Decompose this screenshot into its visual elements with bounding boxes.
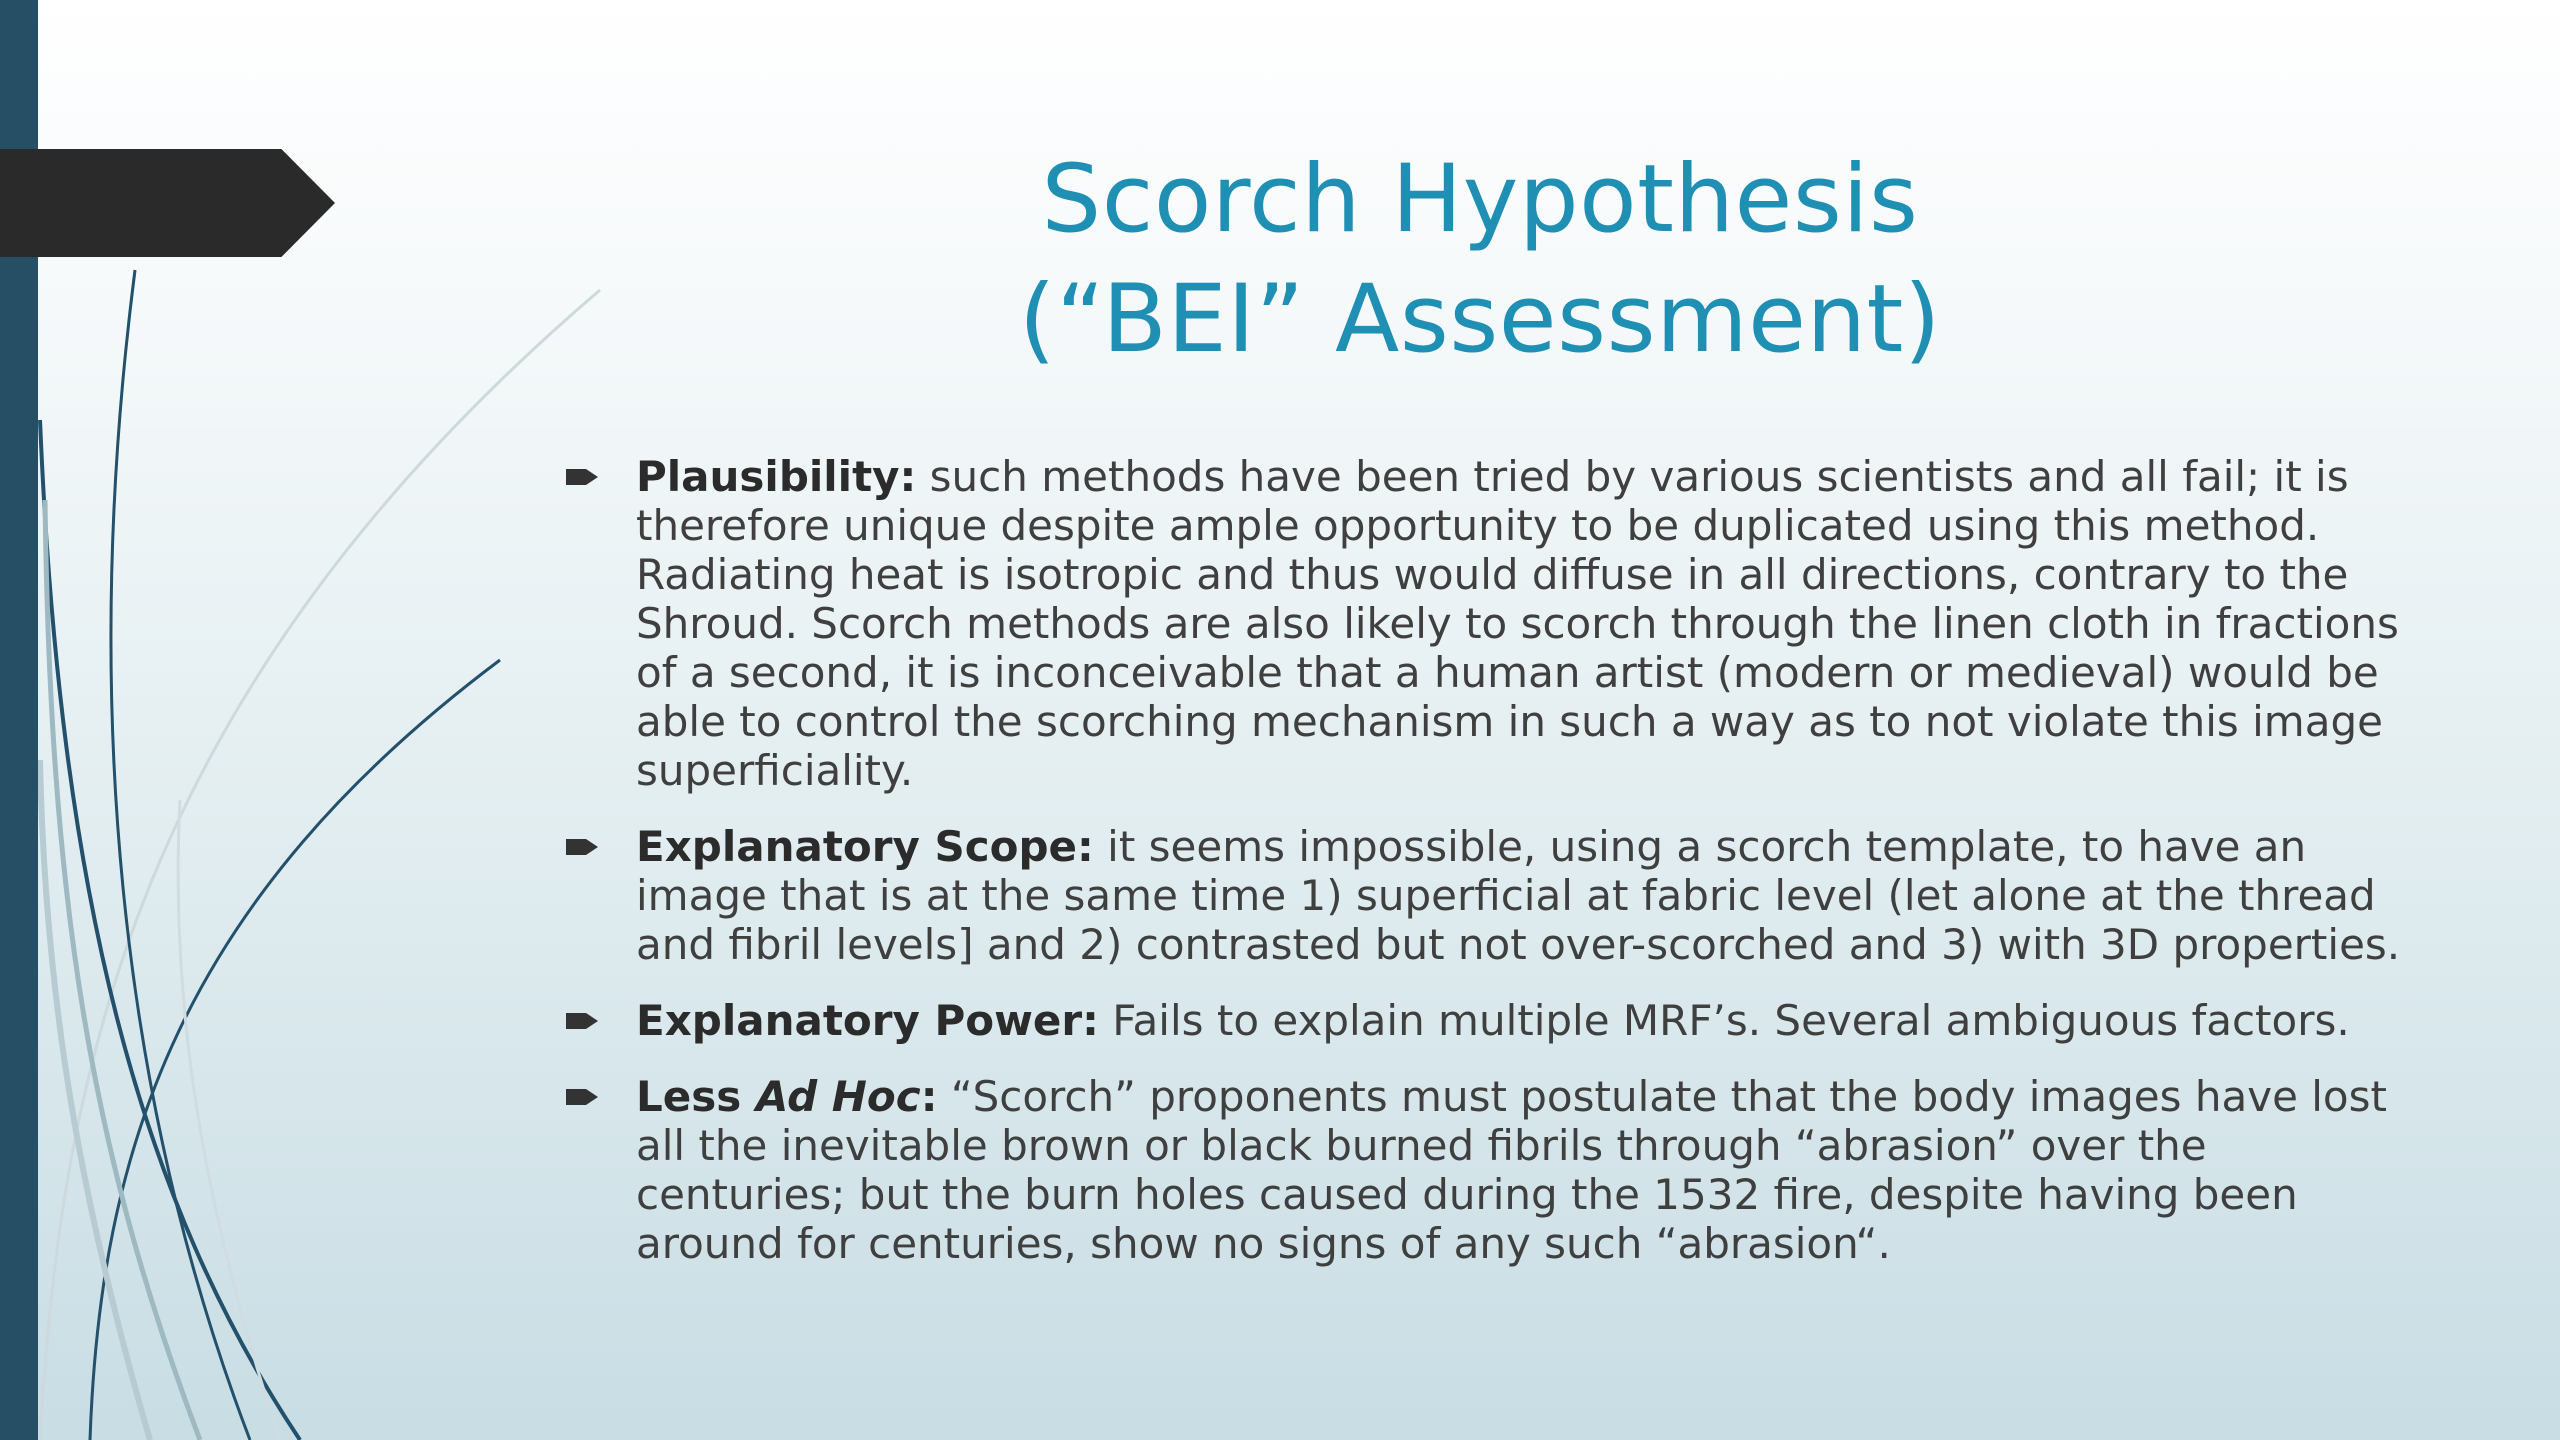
label-suffix: :: [920, 1072, 938, 1121]
bullet-text: “Scorch” proponents must postulate that the body images have lost all the inevitable brown or black burned fibrils through “abrasion” over the centuries; but the burn holes caused during the 1532 fire, despite having been around for centuries, show no signs of any such “abrasion“.: [636, 1072, 2387, 1268]
bullet-plausibility: [560, 452, 2410, 795]
bullet-text: Fails to explain multiple MRF’s. Several ambiguous factors.: [1098, 996, 2350, 1045]
arrow-bullet-icon: [566, 1085, 600, 1109]
arrow-bullet-icon: [566, 835, 600, 859]
bullet-label: Explanatory Power:: [636, 996, 1099, 1045]
bullet-text: it seems impossible, using a scorch template, to have an image that is at the same time 1) superficial at fabric level (let alone at the thread and fibril levels] and 2) contrasted but not over-scorched and 3) with 3D properties.: [636, 822, 2401, 969]
bullet-explanatory-scope: [560, 822, 2410, 969]
label-prefix: Less: [636, 1072, 756, 1121]
title-line-1: Scorch Hypothesis: [1041, 145, 1919, 254]
slide-title: [900, 140, 2060, 380]
title-line-2: (“BEI” Assessment): [1018, 265, 1942, 374]
bullet-less-ad-hoc: [560, 1072, 2410, 1268]
bullet-label: Plausibility:: [636, 452, 917, 501]
arrow-tab-decoration: [0, 149, 335, 257]
arrow-bullet-icon: [566, 465, 600, 489]
arrow-bullet-icon: [566, 1009, 600, 1033]
bullet-list: [560, 452, 2410, 1295]
bullet-label: Explanatory Scope:: [636, 822, 1094, 871]
bullet-text: such methods have been tried by various scientists and all fail; it is therefore unique despite ample opportunity to be duplicated using this method. Radiating heat is isotropic and thus would diffuse in all directions, contrary to the Shroud. Scorch methods are also likely to scorch through the linen cloth in fractions of a second, it is inconceivable that a human artist (modern or medieval) would be able to control the scorching mechanism in such a way as to not violate this image superficiality.: [636, 452, 2399, 795]
label-italic: Ad Hoc: [755, 1072, 921, 1121]
bullet-explanatory-power: [560, 996, 2410, 1045]
bullet-label: [636, 1072, 937, 1121]
